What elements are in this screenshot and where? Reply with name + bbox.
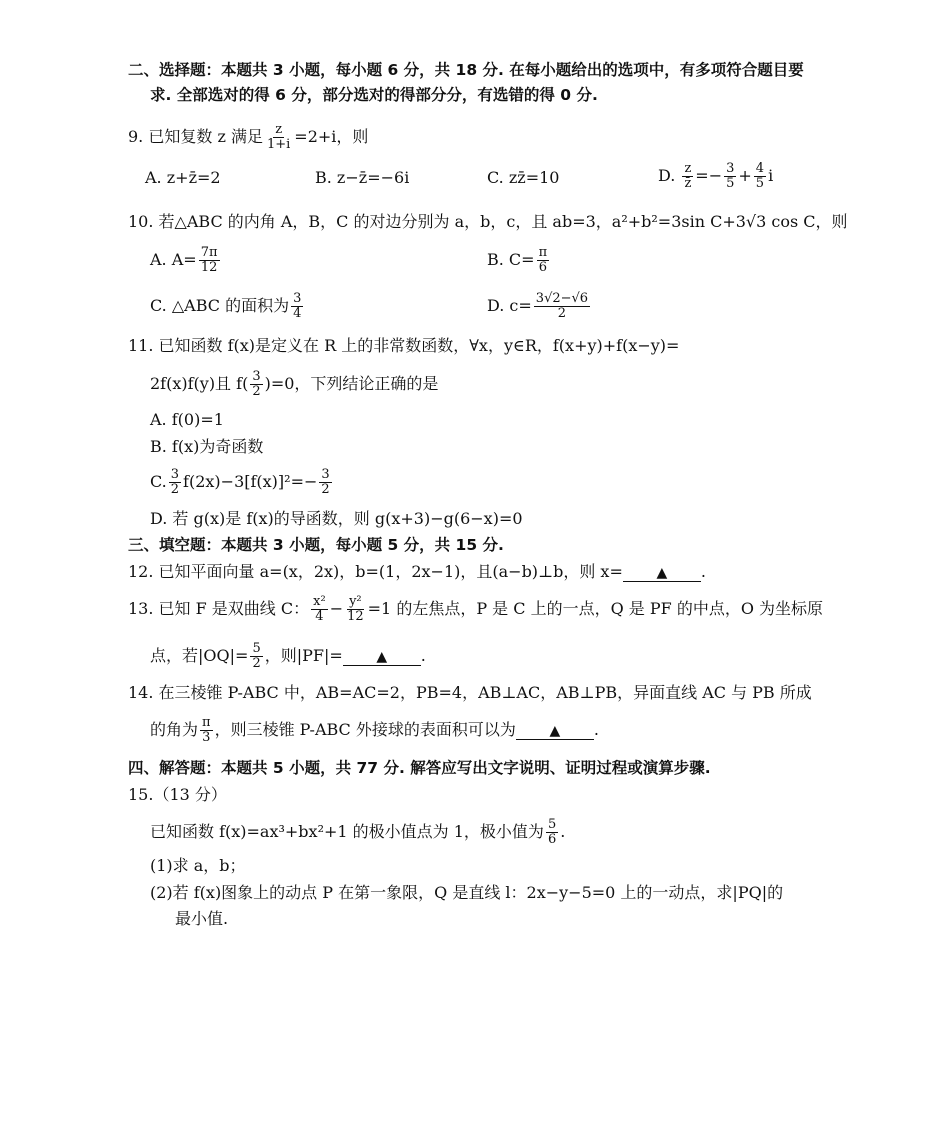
question-15-stem: 已知函数 f(x)=ax³+bx²+1 的极小值点为 1，极小值为 $\frac{5}{6}$ . (150, 817, 566, 847)
q12-answer-blank[interactable]: ▲ (623, 565, 701, 582)
q15-part-1: (1)求 a，b； (150, 856, 246, 875)
q14-answer-blank[interactable]: ▲ (516, 723, 594, 740)
q11-option-a: A. f(0)=1 (150, 410, 224, 429)
q11-option-b: B. f(x)为奇函数 (150, 437, 264, 456)
section2-heading-line1: 二、选择题：本题共 3 小题，每小题 6 分，共 18 分. 在每小题给出的选项中，有多项符合题目要 (128, 61, 804, 79)
question-10-stem: 10. 若△ABC 的内角 A，B，C 的对边分别为 a，b，c，且 ab=3，a²+b²=3sin C+3√3 cos C，则 (128, 212, 848, 231)
question-14-line2: 的角为 $\frac{\pi}{3}$ ，则三棱锥 P-ABC 外接球的表面积可以为 ▲ . (150, 715, 599, 745)
q10-option-c: C. △ABC 的面积为 $\frac{3}{4}$ (150, 291, 302, 321)
section2-heading-line2: 求. 全部选对的得 6 分，部分选对的得部分分，有选错的得 0 分. (150, 86, 598, 104)
q9-option-c: C. zz̄=10 (487, 168, 560, 187)
q9-stem-a: 9. 已知复数 z 满足 (128, 127, 263, 146)
question-15-title: 15.（13 分） (128, 785, 227, 804)
question-11-line1: 11. 已知函数 f(x)是定义在 R 上的非常数函数，∀x，y∈R，f(x+y)+f(x−y)= (128, 336, 680, 355)
q13-answer-blank[interactable]: ▲ (343, 649, 421, 666)
q10-option-b: B. C= $\frac{\pi}{6}$ (487, 245, 548, 275)
question-11-line2: 2f(x)f(y)且 f( $\frac{3}{2}$ )=0，下列结论正确的是 (150, 369, 439, 399)
q11-option-c: C. $\frac{3}{2}$ f(2x)−3[f(x)]²=− $\frac{3}{2}$ (150, 467, 330, 497)
q11-option-d: D. 若 g(x)是 f(x)的导函数，则 g(x+3)−g(6−x)=0 (150, 509, 523, 528)
q10-option-a: A. A= $\frac{7\pi}{12}$ (150, 245, 218, 275)
q15-part-2-line2: 最小值. (175, 909, 229, 928)
q9-fraction: $\frac{z}{1+i}$ (266, 122, 291, 152)
q10-option-d: D. c= $\frac{3√2-√6}{2}$ (487, 291, 589, 321)
section4-heading: 四、解答题：本题共 5 小题，共 77 分. 解答应写出文字说明、证明过程或演算步骤. (128, 759, 711, 777)
question-13-line1: 13. 已知 F 是双曲线 C： $\frac{\text{x²}}{4}$ − $\frac{\text{y²}}{12}$ =1 的左焦点，P 是 C 上的一点，Q 是 PF 的中点，O 为坐标原 (128, 594, 824, 624)
question-12: 12. 已知平面向量 a=(x，2x)，b=(1，2x−1)，且(a−b)⊥b，则 x= ▲ . (128, 562, 706, 581)
section3-heading: 三、填空题：本题共 3 小题，每小题 5 分，共 15 分. (128, 536, 504, 554)
q15-part-2-line1: (2)若 f(x)图象上的动点 P 在第一象限，Q 是直线 l：2x−y−5=0 上的一动点，求|PQ|的 (150, 883, 784, 902)
question-14-line1: 14. 在三棱锥 P-ABC 中，AB=AC=2，PB=4，AB⊥AC，AB⊥PB，异面直线 AC 与 PB 所成 (128, 683, 812, 702)
question-13-line2: 点，若|OQ|= $\frac{5}{2}$ ，则|PF|= ▲ . (150, 641, 426, 671)
q9-stem-b: =2+i，则 (294, 127, 369, 146)
q9-option-b: B. z−z̄=−6i (315, 168, 410, 187)
q9-option-a: A. z+z̄=2 (145, 168, 221, 187)
question-9-stem (128, 122, 368, 152)
q9-option-d: D. $\frac{z}{z̄}$ =− $\frac{3}{5}$ + $\frac{4}{5}$ i (658, 161, 774, 191)
